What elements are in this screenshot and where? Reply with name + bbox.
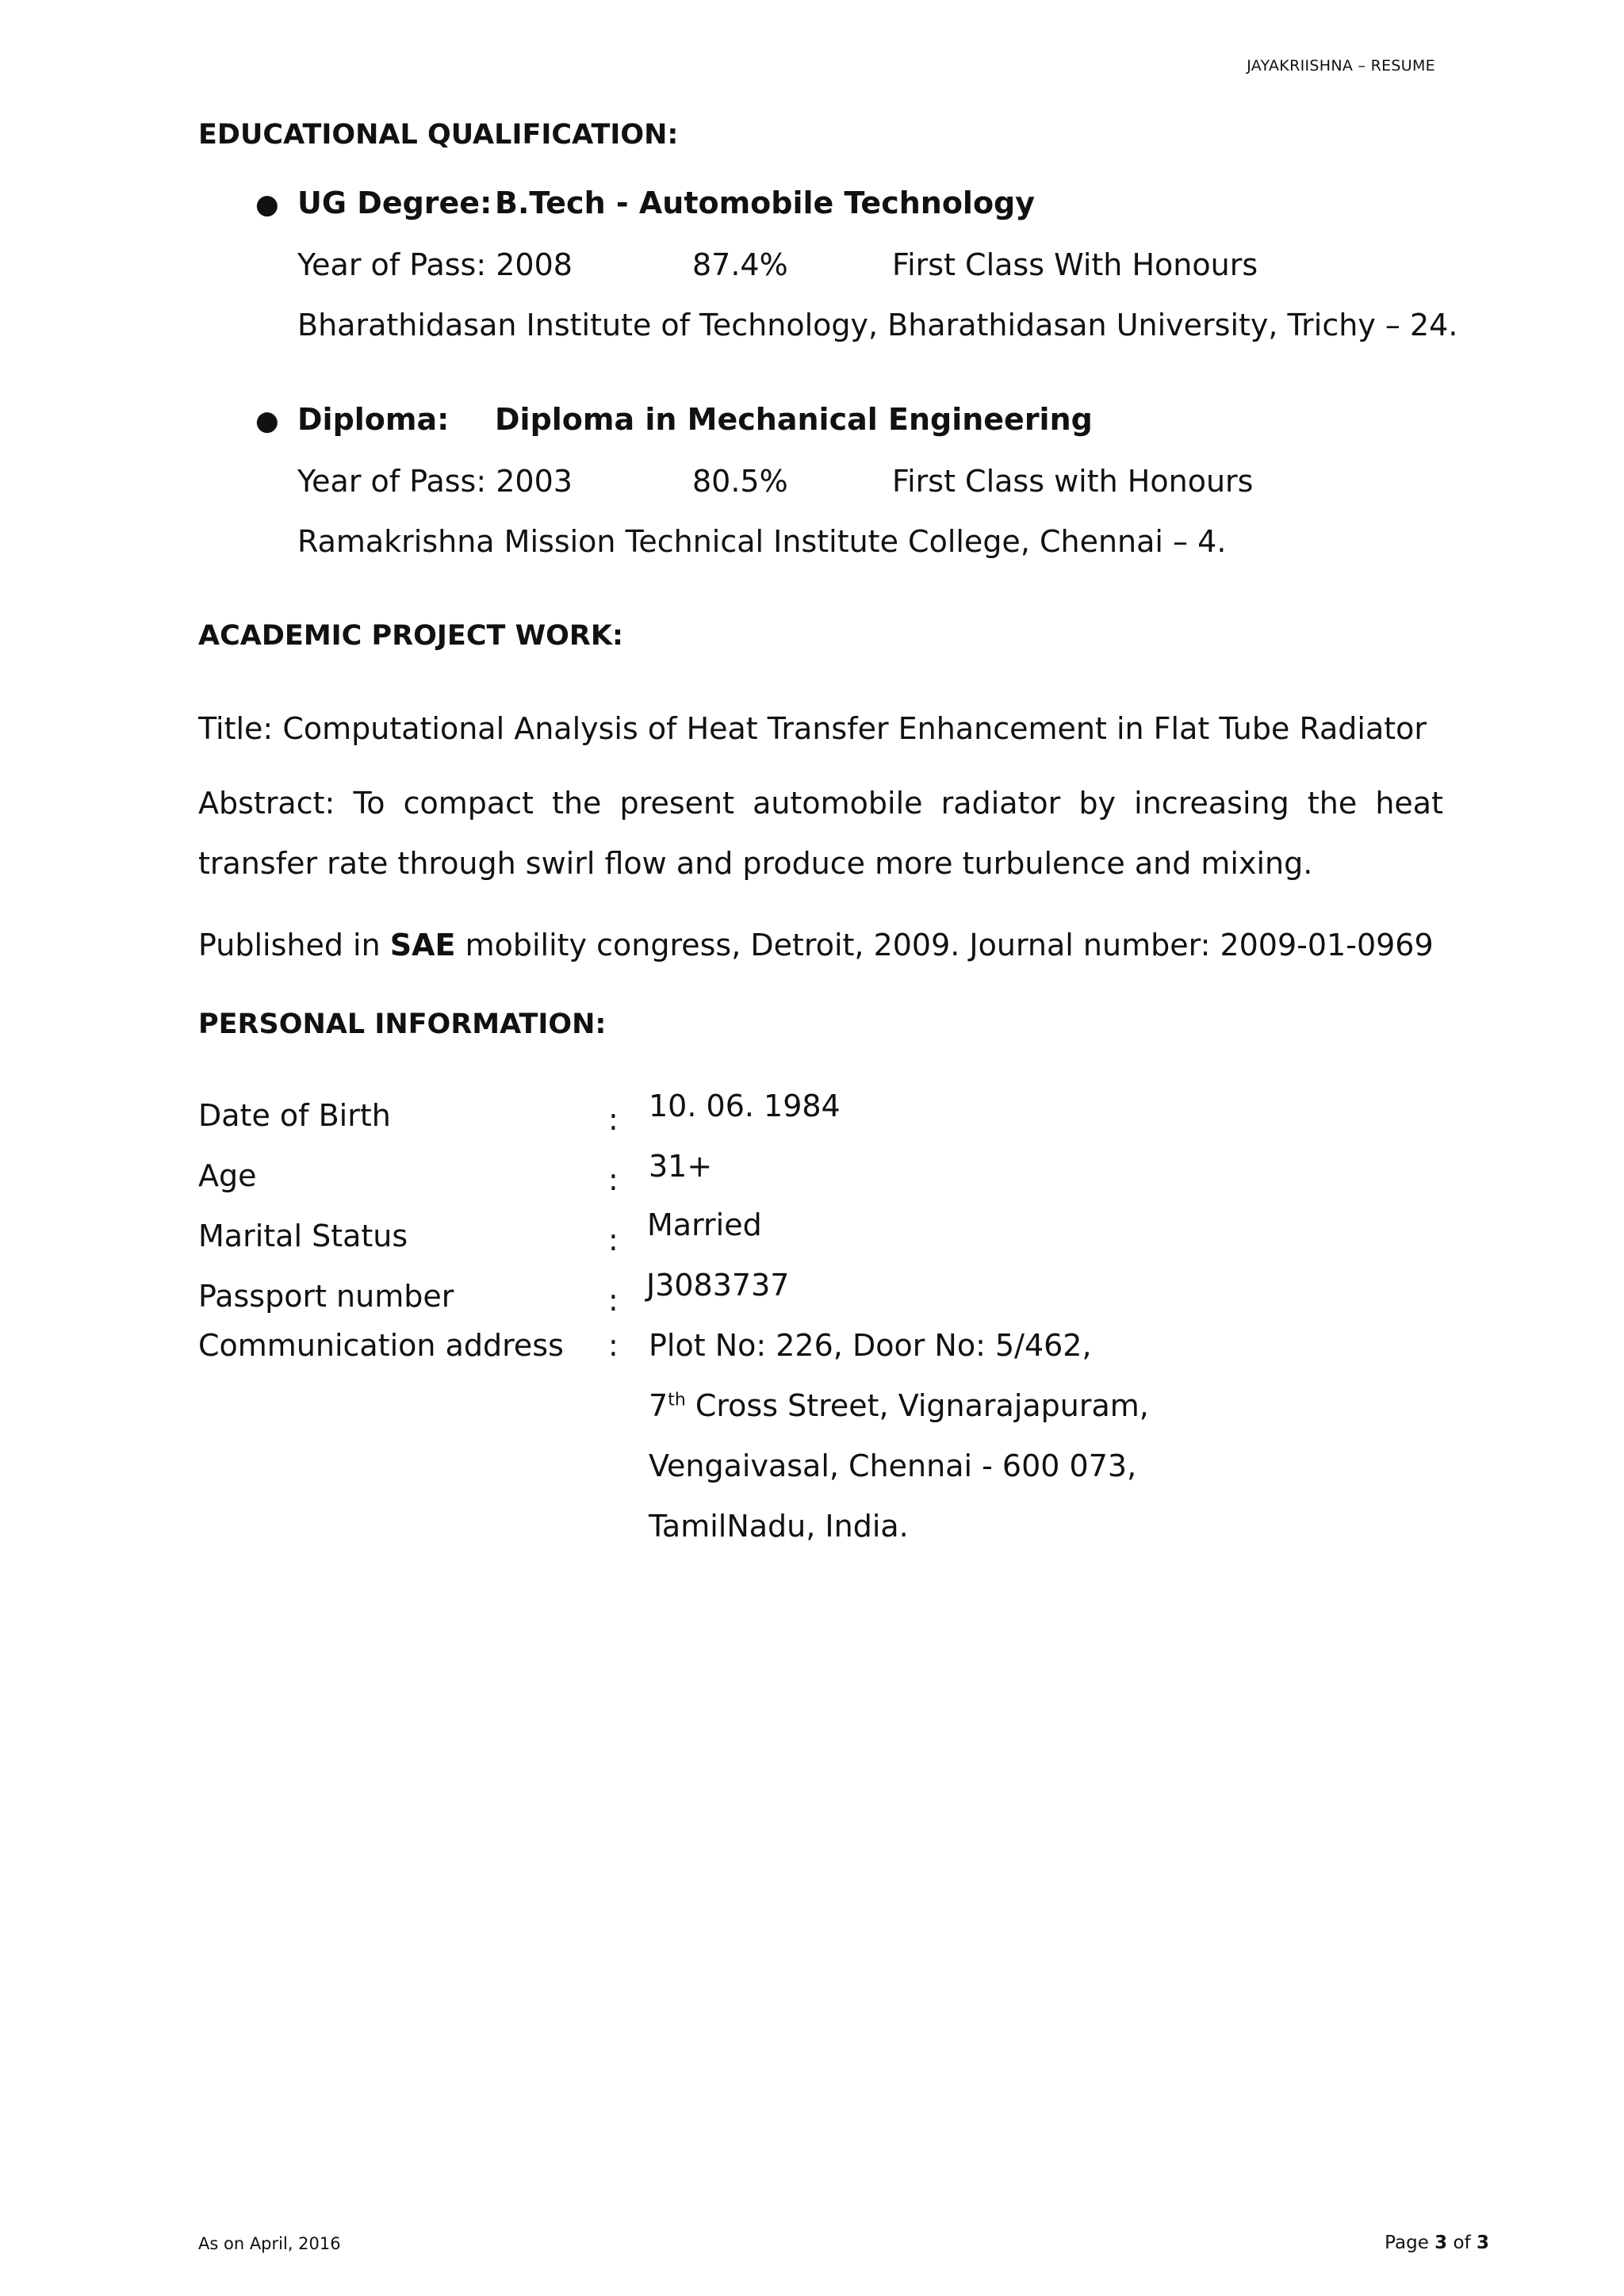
- address-street-name: Cross Street, Vignarajapuram,: [685, 1388, 1149, 1423]
- ug-label: UG Degree:: [297, 186, 492, 220]
- page-mid: of: [1447, 2233, 1477, 2253]
- passport-label: Passport number: [198, 1279, 454, 1314]
- bullet-icon: ●: [255, 405, 279, 437]
- address-line-4: TamilNadu, India.: [649, 1509, 909, 1544]
- diploma-degree: Diploma in Mechanical Engineering: [495, 402, 1093, 437]
- page-current: 3: [1434, 2233, 1448, 2253]
- passport-value: J3083737: [646, 1268, 790, 1303]
- section-title-education: EDUCATIONAL QUALIFICATION:: [198, 119, 679, 151]
- address-line-1: Plot No: 226, Door No: 5/462,: [649, 1328, 1092, 1363]
- ug-class: First Class With Honours: [892, 247, 1258, 282]
- dob-value: 10. 06. 1984: [649, 1089, 841, 1123]
- ug-degree: B.Tech - Automobile Technology: [495, 186, 1036, 220]
- ug-percent: 87.4%: [692, 247, 788, 282]
- page-prefix: Page: [1385, 2233, 1435, 2253]
- page-total: 3: [1476, 2233, 1489, 2253]
- bullet-icon: ●: [255, 189, 279, 220]
- marital-sep: :: [608, 1223, 619, 1257]
- dob-sep: :: [608, 1102, 619, 1137]
- address-street-number: 7: [649, 1388, 668, 1423]
- address-line-3: Vengaivasal, Chennai - 600 073,: [649, 1448, 1137, 1483]
- published-suffix: mobility congress, Detroit, 2009. Journal number: 2009-01-0969: [455, 928, 1434, 962]
- diploma-class: First Class with Honours: [892, 464, 1254, 499]
- running-header: JAYAKRIISHNA – RESUME: [1247, 57, 1435, 75]
- address-label: Communication address: [198, 1328, 564, 1363]
- ug-year: Year of Pass: 2008: [297, 247, 573, 282]
- address-line-2: [649, 1388, 1149, 1423]
- age-sep: :: [608, 1162, 619, 1197]
- diploma-year: Year of Pass: 2003: [297, 464, 573, 499]
- ug-institution: Bharathidasan Institute of Technology, Bharathidasan University, Trichy – 24.: [297, 308, 1458, 342]
- section-title-personal: PERSONAL INFORMATION:: [198, 1008, 607, 1040]
- age-label: Age: [198, 1158, 257, 1193]
- marital-label: Marital Status: [198, 1219, 408, 1253]
- published-prefix: Published in: [198, 928, 390, 962]
- dob-label: Date of Birth: [198, 1098, 391, 1133]
- marital-value: Married: [647, 1207, 762, 1242]
- address-sep: :: [608, 1328, 619, 1363]
- footer-date: As on April, 2016: [198, 2234, 341, 2253]
- published-venue: SAE: [389, 928, 456, 962]
- diploma-label: Diploma:: [297, 402, 450, 437]
- project-title: Title: Computational Analysis of Heat Transfer Enhancement in Flat Tube Radiator: [198, 711, 1427, 746]
- diploma-percent: 80.5%: [692, 464, 788, 499]
- diploma-institution: Ramakrishna Mission Technical Institute College, Chennai – 4.: [297, 524, 1227, 559]
- passport-sep: :: [608, 1283, 619, 1318]
- age-value: 31+: [649, 1149, 713, 1184]
- published-line: [198, 928, 1434, 962]
- page-number: [1385, 2233, 1489, 2253]
- project-abstract: Abstract: To compact the present automobile radiator by increasing the heat transfer rate through swirl flow and produce more turbulence and mixing.: [198, 786, 1443, 881]
- address-street-ordinal: th: [668, 1390, 686, 1410]
- section-title-project: ACADEMIC PROJECT WORK:: [198, 620, 624, 652]
